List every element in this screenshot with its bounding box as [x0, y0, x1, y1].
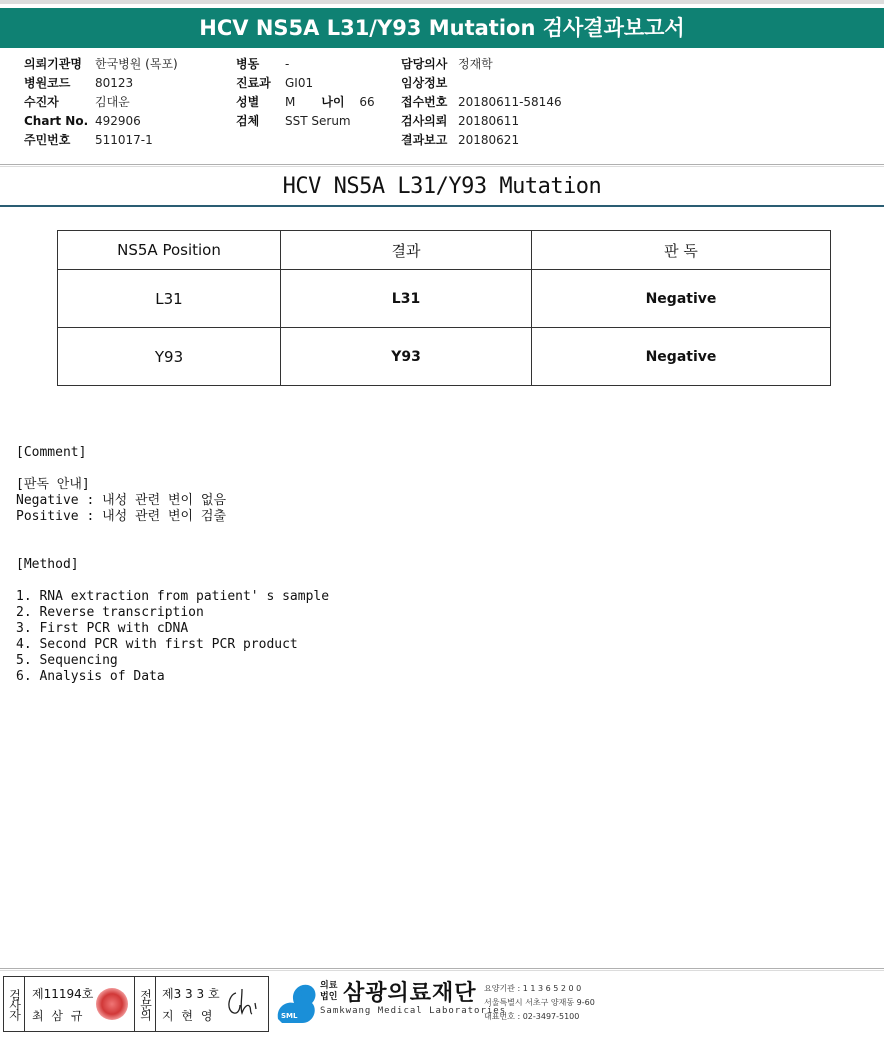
- info-value: 20180611-58146: [458, 95, 562, 109]
- official-seal-icon: [96, 988, 128, 1020]
- method-step: 3. First PCR with cDNA: [16, 621, 189, 636]
- cell-interpretation: Negative: [532, 328, 831, 386]
- info-label: 접수번호: [401, 95, 448, 109]
- info-value: 80123: [95, 76, 134, 90]
- method-step: 6. Analysis of Data: [16, 669, 165, 684]
- info-row-sex-age: [236, 93, 375, 112]
- org-english-name: Samkwang Medical Laboratories: [320, 1006, 507, 1016]
- table-row: [58, 328, 831, 386]
- info-value: 한국병원 (목포): [95, 57, 178, 71]
- info-label: 진료과: [236, 76, 271, 90]
- specialist-label-text: 전문의: [138, 989, 153, 1019]
- info-row-department: [236, 74, 375, 93]
- info-label: 의뢰기관명: [24, 57, 82, 71]
- info-row-specimen: [236, 112, 375, 131]
- org-type-line: 의료: [320, 981, 338, 991]
- info-label: 검사의뢰: [401, 114, 448, 128]
- info-value: GI01: [285, 76, 314, 90]
- info-label: 성별: [236, 95, 260, 109]
- info-value: 김대운: [95, 95, 130, 109]
- cell-result: L31: [281, 270, 532, 328]
- guide-line-negative: Negative : 내성 관련 변이 없음: [16, 493, 227, 508]
- tester-label-text: 검사자: [7, 989, 22, 1019]
- patient-info-col3: [401, 55, 562, 150]
- report-title: HCV NS5A L31/Y93 Mutation: [282, 174, 602, 199]
- age-value: 66: [359, 95, 375, 109]
- info-label: 결과보고: [401, 133, 448, 147]
- guide-heading: [판독 안내]: [16, 477, 90, 492]
- info-value: SST Serum: [285, 114, 351, 128]
- footer-divider: [0, 970, 884, 971]
- method-step: 5. Sequencing: [16, 653, 118, 668]
- info-value: 492906: [95, 114, 141, 128]
- info-value: 20180621: [458, 133, 520, 147]
- method-step: 2. Reverse transcription: [16, 605, 204, 620]
- org-info-line: 대표번호 : 02-3497-5100: [484, 1012, 580, 1021]
- info-row-report-date: [401, 131, 562, 150]
- specialist-name: 지 현 영: [162, 1009, 215, 1023]
- cell-interpretation: Negative: [532, 270, 831, 328]
- method-heading: [Method]: [16, 557, 79, 572]
- results-table: [57, 230, 831, 386]
- specialist-license-number: 제3 3 3 호: [162, 987, 220, 1001]
- org-info-line: 요양기관 : 1 1 3 6 5 2 0 0: [484, 984, 582, 993]
- method-step: 4. Second PCR with first PCR product: [16, 637, 298, 652]
- cell-position: Y93: [58, 328, 281, 386]
- column-header-position: NS5A Position: [58, 231, 281, 270]
- cell-result: Y93: [281, 328, 532, 386]
- info-row-ward: [236, 55, 375, 74]
- cell-position: L31: [58, 270, 281, 328]
- org-info: [484, 982, 595, 1024]
- age-label: 나이: [321, 95, 345, 109]
- info-row-request-date: [401, 112, 562, 131]
- info-row-doctor: [401, 55, 562, 74]
- footer-divider: [0, 968, 884, 969]
- tester-label: [4, 977, 25, 1031]
- signature-box: [3, 976, 269, 1032]
- org-name: 삼광의료재단: [343, 981, 477, 1006]
- info-label: 병원코드: [24, 76, 71, 90]
- patient-info-col1: [24, 55, 178, 150]
- patient-info-col2: [236, 55, 375, 131]
- info-label: 병동: [236, 57, 260, 71]
- signature-icon: [222, 985, 262, 1023]
- info-label: 수진자: [24, 95, 59, 109]
- info-row-resident-no: [24, 131, 178, 150]
- info-label: 담당의사: [401, 57, 448, 71]
- divider: [0, 164, 884, 165]
- info-value: 정재학: [458, 57, 493, 71]
- logo-text: SML: [281, 1012, 298, 1020]
- column-header-interpretation: 판 독: [532, 231, 831, 270]
- info-row-clinical-info: [401, 74, 562, 93]
- info-value: 511017-1: [95, 133, 153, 147]
- tester-name: 최 삼 규: [32, 1009, 85, 1023]
- guide-line-positive: Positive : 내성 관련 변이 검출: [16, 509, 227, 524]
- info-label: 검체: [236, 114, 260, 128]
- org-info-line: 서울특별시 서초구 양재동 9-60: [484, 998, 595, 1007]
- divider: [0, 166, 884, 167]
- table-row: [58, 270, 831, 328]
- info-label: 주민번호: [24, 133, 71, 147]
- info-value: M: [285, 95, 296, 109]
- tester-license-number: 제11194호: [32, 987, 94, 1001]
- comment-heading: [Comment]: [16, 445, 87, 460]
- info-value: -: [285, 57, 290, 71]
- sml-logo-icon: [272, 979, 320, 1027]
- top-rule: [0, 0, 884, 4]
- column-header-result: 결과: [281, 231, 532, 270]
- info-row-institution: [24, 55, 178, 74]
- info-label: 임상정보: [401, 76, 448, 90]
- info-row-hospital-code: [24, 74, 178, 93]
- info-row-chart-no: [24, 112, 178, 131]
- info-row-receipt-no: [401, 93, 562, 112]
- info-value: 20180611: [458, 114, 520, 128]
- method-step: 1. RNA extraction from patient' s sample: [16, 589, 330, 604]
- info-row-patient-name: [24, 93, 178, 112]
- title-underline: [0, 205, 884, 207]
- report-banner-title: HCV NS5A L31/Y93 Mutation 검사결과보고서: [0, 8, 884, 48]
- org-type-line: 법인: [320, 992, 338, 1002]
- org-type: [320, 981, 337, 1003]
- table-header-row: [58, 231, 831, 270]
- info-label: Chart No.: [24, 114, 89, 128]
- specialist-label: [134, 977, 156, 1031]
